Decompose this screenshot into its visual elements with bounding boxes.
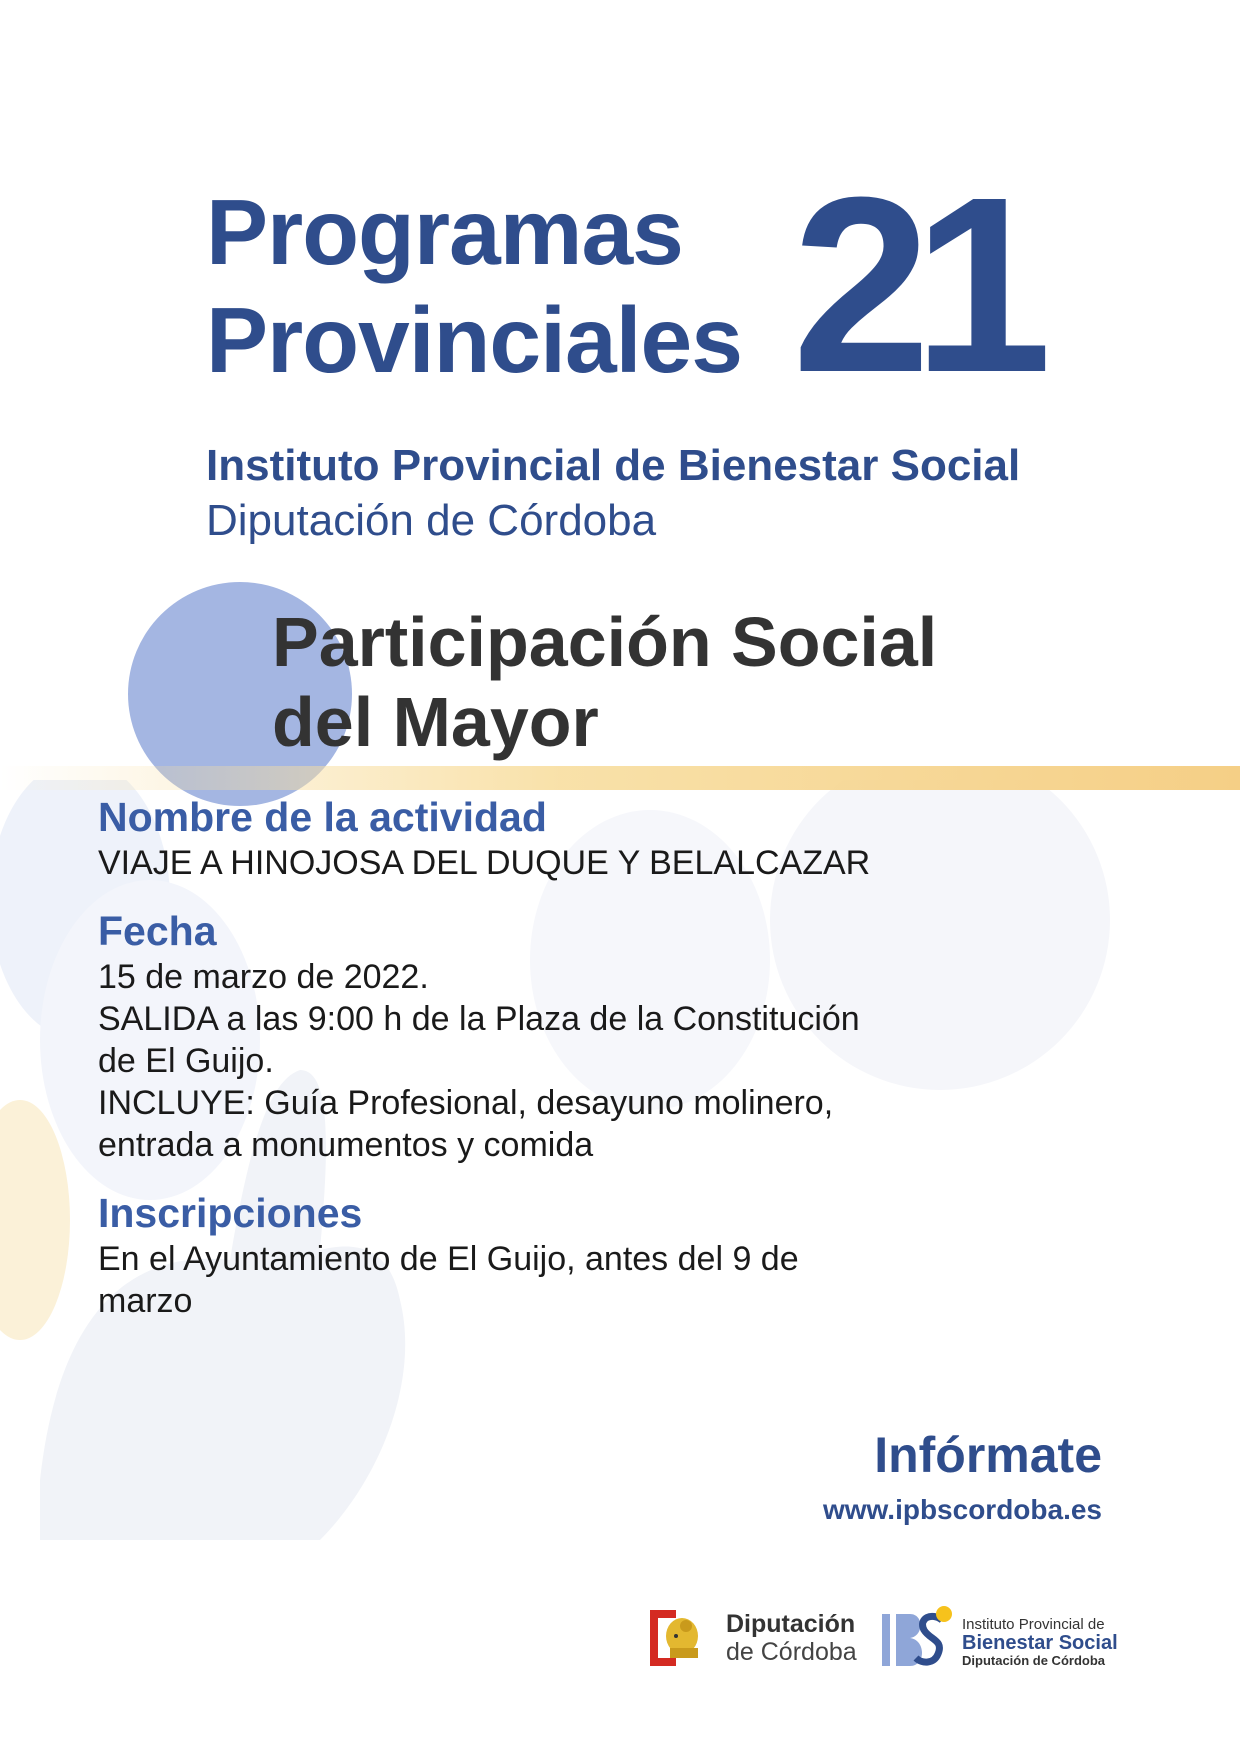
section-title-line2: del Mayor <box>272 683 599 761</box>
activity-name-value: VIAJE A HINOJOSA DEL DUQUE Y BELALCAZAR <box>98 844 871 882</box>
decorative-band <box>0 766 1240 790</box>
program-year-number: 21 <box>792 145 1035 424</box>
ipbs-logo-line3: Diputación de Córdoba <box>962 1653 1105 1668</box>
registration-line: En el Ayuntamiento de El Guijo, antes del 9 de <box>98 1240 799 1278</box>
ipbs-emblem-icon <box>880 1604 952 1674</box>
ipbs-logo-line2: Bienestar Social <box>962 1632 1118 1654</box>
registration-line-cont: marzo <box>98 1282 193 1320</box>
info-heading: Infórmate <box>874 1427 1102 1483</box>
organization-name: Diputación de Córdoba <box>206 496 657 545</box>
activity-name-label: Nombre de la actividad <box>98 794 547 840</box>
program-title-line2: Provinciales <box>206 288 742 392</box>
institute-name: Instituto Provincial de Bienestar Social <box>206 441 1021 490</box>
ipbs-logo-line1: Instituto Provincial de <box>962 1616 1105 1633</box>
includes-line-cont: entrada a monumentos y comida <box>98 1126 594 1164</box>
date-label: Fecha <box>98 908 217 954</box>
ipbs-logo <box>880 1600 1118 1678</box>
diputacion-logo <box>646 1602 876 1674</box>
program-title-line1: Programas <box>206 180 683 284</box>
diputacion-logo-line2: de Córdoba <box>726 1638 857 1666</box>
date-line: 15 de marzo de 2022. <box>98 958 429 996</box>
includes-line: INCLUYE: Guía Profesional, desayuno molinero, <box>98 1084 834 1122</box>
diputacion-logo-line1: Diputación <box>726 1610 856 1638</box>
website-link[interactable]: www.ipbscordoba.es <box>822 1494 1102 1525</box>
section-title-line1: Participación Social <box>272 603 938 681</box>
registration-label: Inscripciones <box>98 1190 363 1236</box>
activity-details <box>98 792 978 1322</box>
departure-line-cont: de El Guijo. <box>98 1042 274 1080</box>
departure-line: SALIDA a las 9:00 h de la Plaza de la Constitución <box>98 1000 860 1038</box>
diputacion-emblem-icon <box>646 1606 710 1670</box>
